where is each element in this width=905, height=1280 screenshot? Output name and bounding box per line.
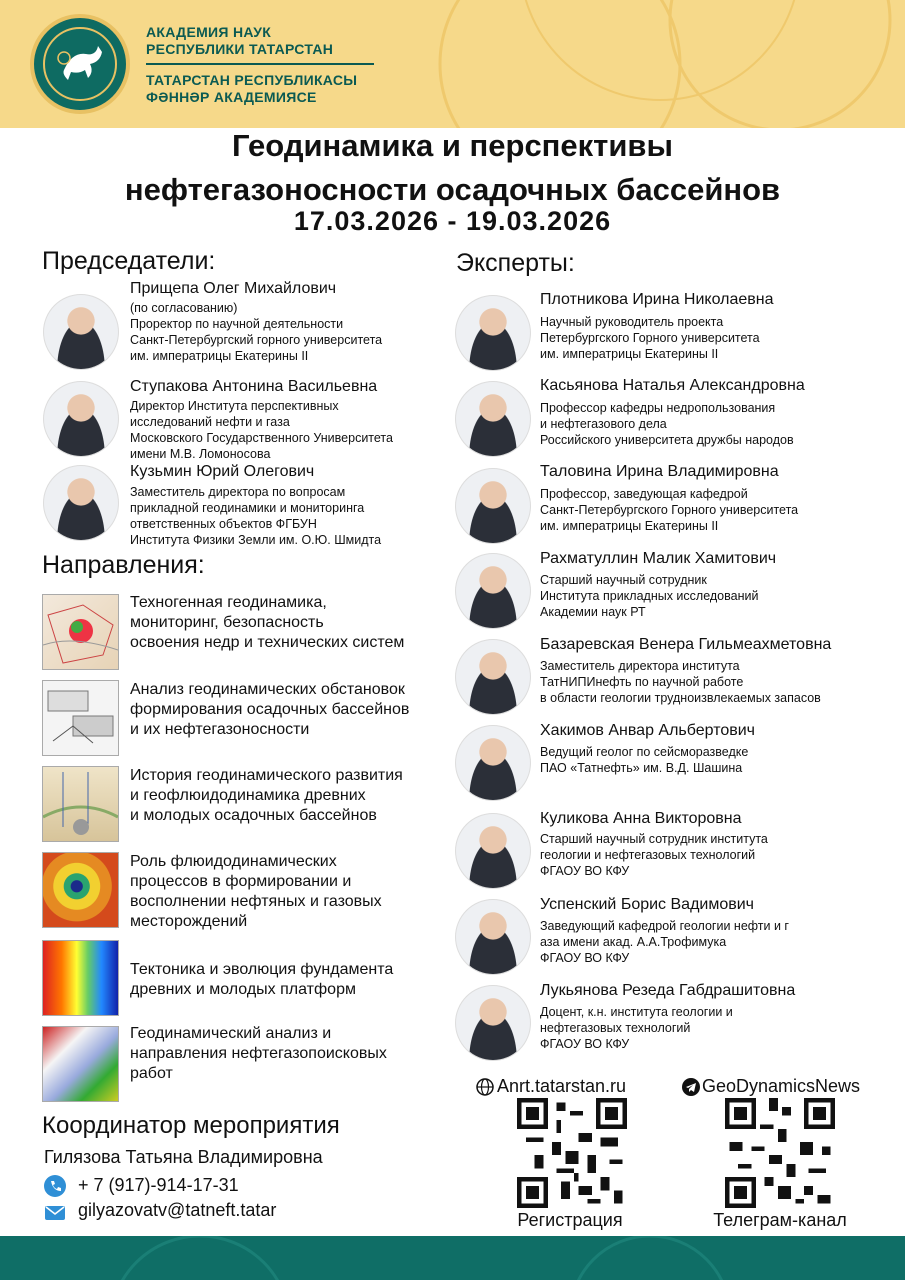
chair-photo <box>44 382 118 456</box>
expert-desc: Заведующий кафедрой геологии нефти и г аза имени акад. А.А.Трофимука ФГАОУ ВО КФУ <box>540 919 789 965</box>
footer-band <box>0 1236 905 1280</box>
mail-icon <box>44 1202 66 1224</box>
chair-name: Прищепа Олег Михайлович <box>130 280 337 297</box>
expert-name: Плотникова Ирина Николаевна <box>540 291 774 308</box>
basin-diagram-image <box>42 680 119 756</box>
expert-desc: Старший научный сотрудник института геологии и нефтегазовых технологий ФГАОУ ВО КФУ <box>540 832 768 878</box>
registration-qr-code[interactable] <box>516 1098 628 1208</box>
org-tt-line2: ФӘННӘР АКАДЕМИЯСЕ <box>146 89 317 105</box>
site-link[interactable]: Anrt.tatarstan.ru <box>497 1076 627 1096</box>
chair-desc: (по согласованию) Проректор по научной деятельности Санкт-Петербургский горного университета им. императрицы Екатерины II <box>130 301 383 363</box>
chair-photo <box>44 295 118 369</box>
coordinator-name: Гилязова Татьяна Владимировна <box>44 1147 323 1167</box>
org-name-tt <box>146 72 357 106</box>
academy-logo-icon <box>30 14 130 114</box>
expert-photo <box>456 900 530 974</box>
expert-desc: Старший научный сотрудник Института прикладных исследований Академии наук РТ <box>540 573 759 619</box>
expert-desc: Ведущий геолог по сейсморазведке ПАО «Татнефть» им. В.Д. Шашина <box>540 745 749 775</box>
org-tt-line1: ТАТАРСТАН РЕСПУБЛИКАСЫ <box>146 72 358 88</box>
telegram-qr-code[interactable] <box>724 1098 836 1208</box>
org-name-ru <box>146 24 333 58</box>
expert-name: Базаревская Венера Гильмеахметовна <box>540 636 832 653</box>
expert-photo <box>456 296 530 370</box>
chairs-heading: Председатели: <box>42 247 216 275</box>
geodynamics-map-image <box>42 594 119 670</box>
globe-icon <box>476 1078 494 1096</box>
expert-name: Хакимов Анвар Альбертович <box>540 722 756 739</box>
chair-name: Кузьмин Юрий Олегович <box>130 463 315 480</box>
expert-name: Рахматуллин Малик Хамитович <box>540 550 777 567</box>
experts-heading: Эксперты: <box>456 249 575 277</box>
direction-text: Роль флюидодинамических процессов в формировании и восполнении нефтяных и газовых месторождений <box>130 853 382 930</box>
org-divider <box>146 63 374 65</box>
expert-desc: Профессор кафедры недропользования и нефтегазового дела Российского университета дружбы народов <box>540 401 794 447</box>
expert-desc: Доцент, к.н. института геологии и нефтегазовых технологий ФГАОУ ВО КФУ <box>540 1005 733 1051</box>
event-title-line2: нефтегазоносности осадочных бассейнов <box>124 172 781 207</box>
telegram-caption: Телеграм-канал <box>713 1210 847 1230</box>
expert-photo <box>456 554 530 628</box>
expert-desc: Научный руководитель проекта Петербургского Горного университета им. императрицы Екатерины II <box>540 315 760 361</box>
event-dates: 17.03.2026 - 19.03.2026 <box>293 206 612 236</box>
expert-name: Успенский Борис Вадимович <box>540 896 755 913</box>
chair-name: Ступакова Антонина Васильевна <box>130 378 378 395</box>
coordinator-phone[interactable]: + 7 (917)-914-17-31 <box>78 1175 239 1195</box>
expert-name: Куликова Анна Викторовна <box>540 810 742 827</box>
expert-desc: Заместитель директора института ТатНИПИнефть по научной работе в области геологии трудноизвлекаемых запасов <box>540 659 821 705</box>
section-diagram-image <box>42 766 119 842</box>
expert-name: Лукьянова Резеда Габдрашитовна <box>540 982 796 999</box>
direction-text: Геодинамический анализ и направления нефтегазопоисковых работ <box>130 1025 387 1082</box>
expert-desc: Профессор, заведующая кафедрой Санкт-Петербургского Горного университета им. императрицы Екатерины II <box>540 487 799 533</box>
header-banner <box>0 0 905 128</box>
telegram-link[interactable]: GeoDynamicsNews <box>702 1076 861 1096</box>
expert-photo <box>456 640 530 714</box>
direction-text: Тектоника и эволюция фундамента древних и молодых платформ <box>130 961 394 998</box>
expert-photo <box>456 382 530 456</box>
exploration-map-image <box>42 1026 119 1102</box>
chair-desc: Заместитель директора по вопросам прикладной геодинамики и мониторинга ответственных объектов ФГБУН Института Физики Земли им. О.Ю. Шмидта <box>130 485 382 547</box>
direction-text: Анализ геодинамических обстановок формирования осадочных бассейнов и их нефтегазоносности <box>130 681 410 738</box>
chair-desc: Директор Института перспективных исследований нефти и газа Московского Государственного Университета имени М.В. Ломоносова <box>130 399 393 461</box>
phone-icon <box>44 1175 66 1197</box>
direction-text: История геодинамического развития и геофлюидодинамика древних и молодых осадочных бассейнов <box>130 767 403 824</box>
expert-photo <box>456 726 530 800</box>
tectonic-map-image <box>42 940 119 1016</box>
expert-photo <box>456 814 530 888</box>
directions-heading: Направления: <box>42 551 205 579</box>
coordinator-heading: Координатор мероприятия <box>42 1112 340 1139</box>
org-ru-line2: РЕСПУБЛИКИ ТАТАРСТАН <box>146 41 334 57</box>
contour-map-image <box>42 852 119 928</box>
expert-photo <box>456 469 530 543</box>
expert-name: Таловина Ирина Владимировна <box>540 463 779 480</box>
org-ru-line1: АКАДЕМИЯ НАУК <box>146 24 272 40</box>
expert-name: Касьянова Наталья Александровна <box>540 377 805 394</box>
footer-ornament <box>0 1236 905 1280</box>
expert-photo <box>456 986 530 1060</box>
ornament-pattern <box>0 0 905 128</box>
telegram-icon <box>682 1078 700 1096</box>
registration-caption: Регистрация <box>517 1210 623 1230</box>
chair-photo <box>44 466 118 540</box>
coordinator-email[interactable]: gilyazovatv@tatneft.tatar <box>78 1200 277 1220</box>
direction-text: Техногенная геодинамика, мониторинг, безопасность освоения недр и технических систем <box>130 594 405 651</box>
event-title-line1: Геодинамика и перспективы <box>232 128 673 163</box>
